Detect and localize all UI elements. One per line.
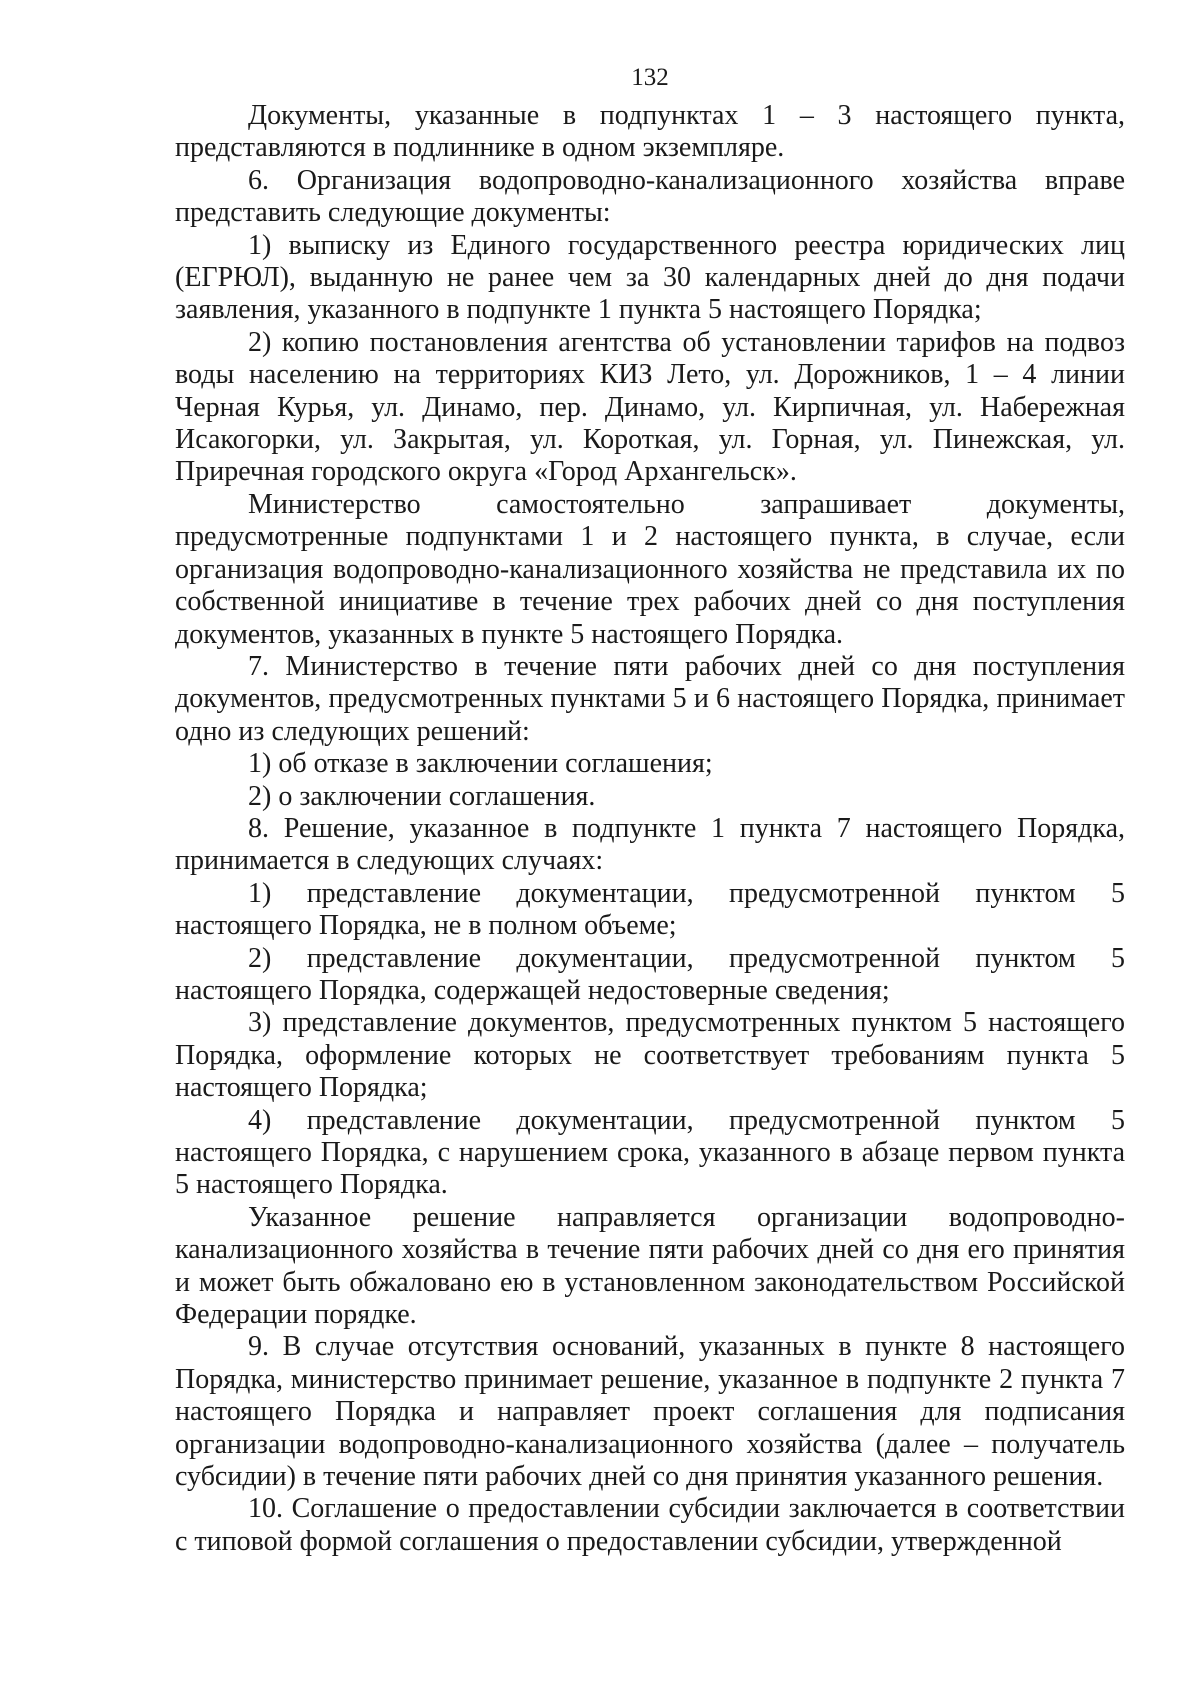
paragraph-item-9: 9. В случае отсутствия оснований, указанных в пункте 8 настоящего Порядка, министерство принимает решение, указанное в подпункте 2 пункта 7 настоящего Порядка и направляет проект соглашения для подписания организации водопроводно-канализационного хозяйства (далее – получатель субсидии) в течение пяти рабочих дней со дня принятия указанного решения. bbox=[175, 1331, 1125, 1493]
paragraph-documents-originals: Документы, указанные в подпунктах 1 – 3 настоящего пункта, представляются в подлиннике в одном экземпляре. bbox=[175, 100, 1125, 164]
paragraph-item-8-sub-1: 1) представление документации, предусмотренной пунктом 5 настоящего Порядка, не в полном объеме; bbox=[175, 877, 1125, 942]
paragraph-decision-appeal: Указанное решение направляется организации водопроводно-канализационного хозяйства в течение пяти рабочих дней со дня его принятия и может быть обжаловано ею в установленном законодательством Российской Федерации порядке. bbox=[175, 1201, 1125, 1331]
paragraph-item-7: 7. Министерство в течение пяти рабочих дней со дня поступления документов, предусмотренных пунктами 5 и 6 настоящего Порядка, принимает одно из следующих решений: bbox=[175, 650, 1125, 747]
paragraph-item-8: 8. Решение, указанное в подпункте 1 пункта 7 настоящего Порядка, принимается в следующих случаях: bbox=[175, 812, 1125, 877]
paragraph-ministry-requests: Министерство самостоятельно запрашивает документы, предусмотренные подпунктами 1 и 2 настоящего пункта, в случае, если организация водопроводно-канализационного хозяйства не представила их по собственной инициативе в течение трех рабочих дней со дня поступления документов, указанных в пункте 5 настоящего Порядка. bbox=[175, 488, 1125, 650]
paragraph-item-7-sub-1: 1) об отказе в заключении соглашения; bbox=[248, 748, 713, 780]
paragraph-item-6-sub-2: 2) копию постановления агентства об установлении тарифов на подвоз воды населению на территориях КИЗ Лето, ул. Дорожников, 1 – 4 линии Черная Курья, ул. Динамо, пер. Динамо, ул. Кирпичная, ул. Набережная Исакогорки, ул. Закрытая, ул. Короткая, ул. Горная, ул. Пинежская, ул. Приречная городского округа «Город Архангельск». bbox=[175, 326, 1125, 488]
page-number: 132 bbox=[631, 64, 669, 91]
paragraph-item-6-sub-1: 1) выписку из Единого государственного реестра юридических лиц (ЕГРЮЛ), выданную не ранее чем за 30 календарных дней до дня подачи заявления, указанного в подпункте 1 пункта 5 настоящего Порядка; bbox=[175, 229, 1125, 326]
paragraph-item-6: 6. Организация водопроводно-канализационного хозяйства вправе представить следующие документы: bbox=[175, 164, 1125, 229]
paragraph-item-8-sub-2: 2) представление документации, предусмотренной пунктом 5 настоящего Порядка, содержащей недостоверные сведения; bbox=[175, 942, 1125, 1006]
document-page bbox=[175, 62, 1125, 1558]
paragraph-item-8-sub-4: 4) представление документации, предусмотренной пунктом 5 настоящего Порядка, с нарушением срока, указанного в абзаце первом пункта 5 настоящего Порядка. bbox=[175, 1104, 1125, 1201]
paragraph-item-7-sub-2: 2) о заключении соглашения. bbox=[248, 780, 596, 812]
paragraph-item-10: 10. Соглашение о предоставлении субсидии заключается в соответствии с типовой формой соглашения о предоставлении субсидии, утвержденной bbox=[175, 1493, 1125, 1557]
paragraph-item-8-sub-3: 3) представление документов, предусмотренных пунктом 5 настоящего Порядка, оформление которых не соответствует требованиям пункта 5 настоящего Порядка; bbox=[175, 1007, 1125, 1104]
